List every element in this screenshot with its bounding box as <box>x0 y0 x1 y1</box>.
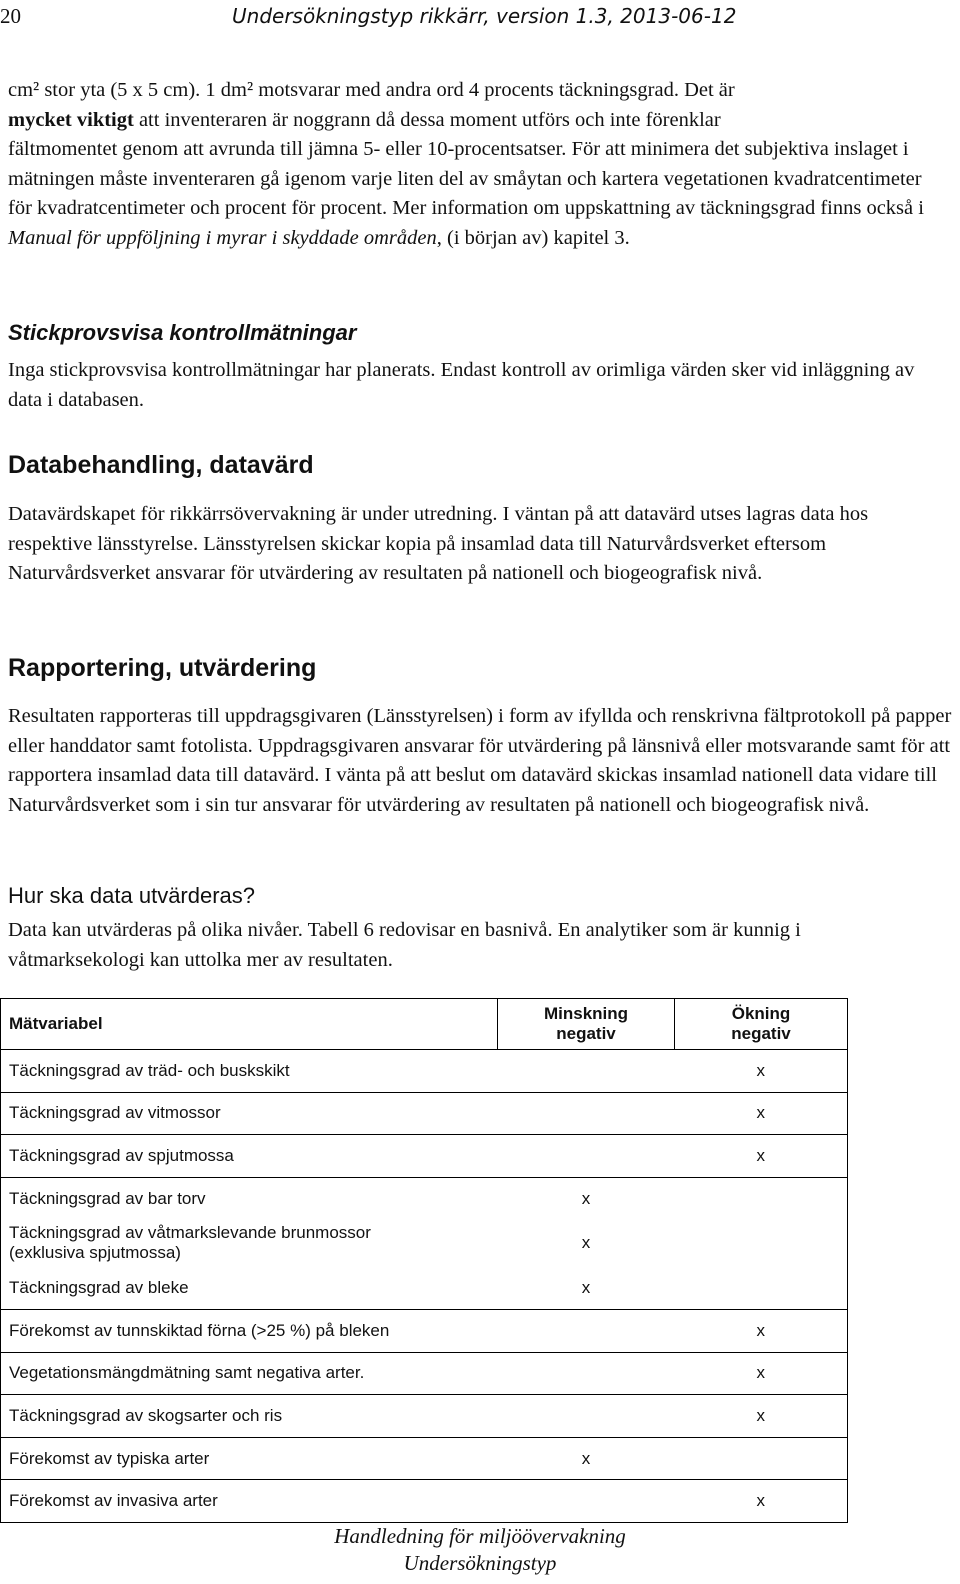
row-variable: Täckningsgrad av skogsarter och ris <box>1 1395 498 1438</box>
footer-line2: Undersökningstyp <box>403 1551 557 1575</box>
row-variable <box>1 1219 498 1267</box>
row-variable: Vegetationsmängdmätning samt negativa arter. <box>1 1352 498 1395</box>
row-increase <box>675 1219 848 1267</box>
heading-rapportering: Rapportering, utvärdering <box>8 654 317 682</box>
row-increase: x <box>675 1395 848 1438</box>
page-number: 20 <box>0 4 21 28</box>
row-decrease <box>498 1395 675 1438</box>
header-increase <box>675 999 848 1050</box>
manual-title: Manual för uppföljning i myrar i skyddade områden <box>8 226 437 249</box>
heading-stickprov: Stickprovsvisa kontrollmätningar <box>8 320 357 345</box>
table-row <box>1 1309 848 1352</box>
row-decrease <box>498 1352 675 1395</box>
intro-line1: cm² stor yta (5 x 5 cm). 1 dm² motsvarar med andra ord 4 procents täckningsgrad. Det är <box>8 79 735 101</box>
row-increase: x <box>675 1480 848 1523</box>
table-row <box>1 1267 848 1309</box>
row-variable-line1: Täckningsgrad av våtmarkslevande brunmossor <box>9 1223 371 1243</box>
row-increase: x <box>675 1352 848 1395</box>
table-row <box>1 1437 848 1480</box>
row-variable: Täckningsgrad av träd- och buskskikt <box>1 1050 498 1093</box>
row-decrease <box>498 1135 675 1178</box>
running-title: Undersökningstyp rikkärr, version 1.3, 2013-06-12 <box>232 4 737 28</box>
row-decrease: x <box>498 1437 675 1480</box>
table-row <box>1 1219 848 1267</box>
row-decrease <box>498 1480 675 1523</box>
intro-emphasis: mycket viktigt <box>8 108 134 131</box>
table-row <box>1 1092 848 1135</box>
row-variable: Täckningsgrad av spjutmossa <box>1 1135 498 1178</box>
row-variable: Täckningsgrad av bar torv <box>1 1177 498 1219</box>
table-row <box>1 1352 848 1395</box>
intro-line2: att inventeraren är noggrann då dessa moment utförs och inte förenklar <box>133 108 721 131</box>
row-variable: Förekomst av invasiva arter <box>1 1480 498 1523</box>
heading-hur: Hur ska data utvärderas? <box>8 883 256 908</box>
text-rapportering: Resultaten rapporteras till uppdragsgivaren (Länsstyrelsen) i form av ifyllda och renskrivna fältprotokoll på papper eller handdator samt fotolista. Uppdragsgivaren ansvarar för utvärdering på länsnivå eller motsvarande samt för att rapportera insamlad data till datavärd. I vänta på att beslut om datavärd skickas insamlad nationell data vidare till Naturvårdsverket som i sin tur ansvarar för utvärdering av resultaten på nationell och biogeografisk nivå. <box>8 705 952 816</box>
intro-closing: , (i början av) kapitel 3. <box>436 226 630 249</box>
table-row <box>1 1480 848 1523</box>
header-variable: Mätvariabel <box>1 999 498 1050</box>
row-increase <box>675 1177 848 1219</box>
intro-line3-tail: För att minimera det subjektiva inslaget i mätningen måste inventeraren gå igenom varje liten del av småytan och kartera vegetationen kvadratcentimeter för kvadratcentimeter och procent för procent. Mer information om uppskattning av täckningsgrad finns också i <box>8 138 924 219</box>
row-decrease: x <box>581 1278 591 1298</box>
row-variable: Täckningsgrad av vitmossor <box>1 1092 498 1135</box>
row-variable: Täckningsgrad av bleke <box>1 1267 498 1309</box>
row-decrease <box>498 1309 675 1352</box>
page-footer <box>0 1524 960 1576</box>
intro-paragraph <box>8 76 948 253</box>
page-header <box>0 0 960 40</box>
header-decrease-line1: Minskning <box>543 1004 629 1023</box>
row-increase: x <box>675 1135 848 1178</box>
row-decrease <box>498 1050 675 1093</box>
table-header-row <box>1 999 848 1050</box>
text-stickprov: Inga stickprovsvisa kontrollmätningar har planerats. Endast kontroll av orimliga värden sker vid inläggning av data i databasen. <box>8 359 915 411</box>
row-decrease: x <box>498 1177 675 1219</box>
text-hur: Data kan utvärderas på olika nivåer. Tabell 6 redovisar en basnivå. En analytiker som är kunnig i våtmarksekologi kan uttolka mer av resultaten. <box>8 919 801 971</box>
header-decrease <box>498 999 675 1050</box>
footer-line1: Handledning för miljöövervakning <box>334 1524 626 1548</box>
table-row <box>1 1177 848 1219</box>
table-row <box>1 1395 848 1438</box>
header-increase-line1: Ökning <box>731 1004 791 1023</box>
row-increase: x <box>675 1092 848 1135</box>
table-row <box>1 1050 848 1093</box>
row-increase: x <box>675 1309 848 1352</box>
row-decrease <box>498 1092 675 1135</box>
row-decrease: x <box>581 1233 591 1253</box>
row-variable: Förekomst av typiska arter <box>1 1437 498 1480</box>
evaluation-table <box>0 998 848 1523</box>
heading-databehandling: Databehandling, datavärd <box>8 451 314 479</box>
row-increase <box>675 1437 848 1480</box>
table-row <box>1 1135 848 1178</box>
row-increase: x <box>675 1050 848 1093</box>
text-databehandling: Datavärdskapet för rikkärrsövervakning är under utredning. I väntan på att datavärd utses lagras data hos respektive länsstyrelse. Länsstyrelsen skickar kopia på insamlad data till Naturvårdsverket eftersom Naturvårdsverket ansvarar för utvärdering av resultaten på nationell och biogeografisk nivå. <box>8 503 869 584</box>
row-variable: Förekomst av tunnskiktad förna (>25 %) på bleken <box>1 1309 498 1352</box>
header-decrease-line2: negativ <box>556 1024 616 1043</box>
row-variable-line2: (exklusiva spjutmossa) <box>9 1243 181 1263</box>
header-increase-line2: negativ <box>731 1024 791 1043</box>
intro-line3: fältmomentet genom att avrunda till jämna 5- eller 10-procentsatser. <box>8 138 567 160</box>
row-increase <box>675 1267 848 1309</box>
